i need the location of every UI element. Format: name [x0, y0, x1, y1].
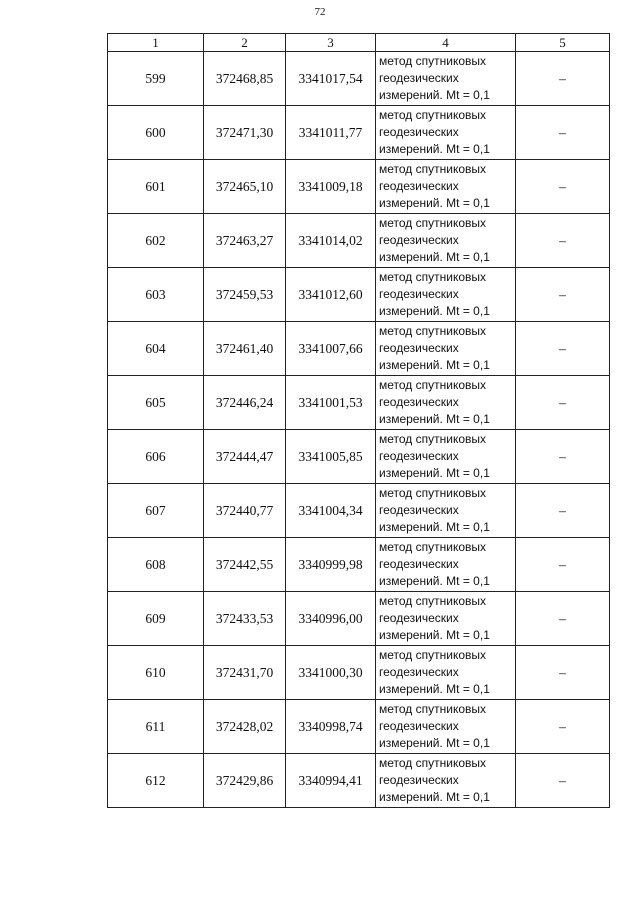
method-cell: метод спутниковых геодезических измерений. Mt = 0,1 — [376, 754, 516, 808]
point-number-cell: 601 — [108, 160, 204, 214]
note-cell: – — [516, 268, 610, 322]
table-row — [108, 430, 610, 484]
x-coordinate-cell: 372471,30 — [204, 106, 286, 160]
table-header-row — [108, 34, 610, 52]
point-number-cell: 605 — [108, 376, 204, 430]
y-coordinate-cell: 3341017,54 — [286, 52, 376, 106]
x-coordinate-cell: 372446,24 — [204, 376, 286, 430]
x-coordinate-cell: 372428,02 — [204, 700, 286, 754]
y-coordinate-cell: 3341011,77 — [286, 106, 376, 160]
point-number-cell: 599 — [108, 52, 204, 106]
method-cell: метод спутниковых геодезических измерений. Mt = 0,1 — [376, 214, 516, 268]
table-row — [108, 106, 610, 160]
table-row — [108, 268, 610, 322]
coordinates-table — [107, 33, 610, 808]
note-cell: – — [516, 52, 610, 106]
note-cell: – — [516, 160, 610, 214]
method-cell: метод спутниковых геодезических измерений. Mt = 0,1 — [376, 52, 516, 106]
column-header: 1 — [108, 34, 204, 52]
y-coordinate-cell: 3341000,30 — [286, 646, 376, 700]
method-cell: метод спутниковых геодезических измерений. Mt = 0,1 — [376, 592, 516, 646]
x-coordinate-cell: 372463,27 — [204, 214, 286, 268]
x-coordinate-cell: 372433,53 — [204, 592, 286, 646]
method-cell: метод спутниковых геодезических измерений. Mt = 0,1 — [376, 646, 516, 700]
y-coordinate-cell: 3340998,74 — [286, 700, 376, 754]
note-cell: – — [516, 700, 610, 754]
y-coordinate-cell: 3341001,53 — [286, 376, 376, 430]
point-number-cell: 609 — [108, 592, 204, 646]
table-row — [108, 484, 610, 538]
method-cell: метод спутниковых геодезических измерений. Mt = 0,1 — [376, 160, 516, 214]
note-cell: – — [516, 754, 610, 808]
x-coordinate-cell: 372459,53 — [204, 268, 286, 322]
y-coordinate-cell: 3341012,60 — [286, 268, 376, 322]
method-cell: метод спутниковых геодезических измерений. Mt = 0,1 — [376, 106, 516, 160]
point-number-cell: 600 — [108, 106, 204, 160]
column-header: 2 — [204, 34, 286, 52]
method-cell: метод спутниковых геодезических измерений. Mt = 0,1 — [376, 538, 516, 592]
x-coordinate-cell: 372440,77 — [204, 484, 286, 538]
table-row — [108, 700, 610, 754]
column-header: 5 — [516, 34, 610, 52]
y-coordinate-cell: 3341004,34 — [286, 484, 376, 538]
method-cell: метод спутниковых геодезических измерений. Mt = 0,1 — [376, 700, 516, 754]
method-cell: метод спутниковых геодезических измерений. Mt = 0,1 — [376, 268, 516, 322]
column-header: 3 — [286, 34, 376, 52]
column-header: 4 — [376, 34, 516, 52]
table-row — [108, 322, 610, 376]
point-number-cell: 606 — [108, 430, 204, 484]
note-cell: – — [516, 538, 610, 592]
y-coordinate-cell: 3341014,02 — [286, 214, 376, 268]
point-number-cell: 611 — [108, 700, 204, 754]
note-cell: – — [516, 214, 610, 268]
x-coordinate-cell: 372442,55 — [204, 538, 286, 592]
note-cell: – — [516, 322, 610, 376]
table-row — [108, 376, 610, 430]
y-coordinate-cell: 3341005,85 — [286, 430, 376, 484]
point-number-cell: 602 — [108, 214, 204, 268]
x-coordinate-cell: 372429,86 — [204, 754, 286, 808]
table-row — [108, 646, 610, 700]
table-row — [108, 214, 610, 268]
method-cell: метод спутниковых геодезических измерений. Mt = 0,1 — [376, 484, 516, 538]
point-number-cell: 610 — [108, 646, 204, 700]
table-row — [108, 160, 610, 214]
x-coordinate-cell: 372431,70 — [204, 646, 286, 700]
point-number-cell: 612 — [108, 754, 204, 808]
note-cell: – — [516, 430, 610, 484]
method-cell: метод спутниковых геодезических измерений. Mt = 0,1 — [376, 322, 516, 376]
table-row — [108, 538, 610, 592]
table-row — [108, 754, 610, 808]
note-cell: – — [516, 106, 610, 160]
note-cell: – — [516, 484, 610, 538]
table-row — [108, 592, 610, 646]
x-coordinate-cell: 372461,40 — [204, 322, 286, 376]
page-number: 72 — [314, 6, 326, 18]
x-coordinate-cell: 372444,47 — [204, 430, 286, 484]
y-coordinate-cell: 3341007,66 — [286, 322, 376, 376]
y-coordinate-cell: 3340996,00 — [286, 592, 376, 646]
note-cell: – — [516, 376, 610, 430]
y-coordinate-cell: 3340994,41 — [286, 754, 376, 808]
x-coordinate-cell: 372468,85 — [204, 52, 286, 106]
point-number-cell: 604 — [108, 322, 204, 376]
point-number-cell: 607 — [108, 484, 204, 538]
point-number-cell: 608 — [108, 538, 204, 592]
table-row — [108, 52, 610, 106]
y-coordinate-cell: 3341009,18 — [286, 160, 376, 214]
method-cell: метод спутниковых геодезических измерений. Mt = 0,1 — [376, 430, 516, 484]
method-cell: метод спутниковых геодезических измерений. Mt = 0,1 — [376, 376, 516, 430]
y-coordinate-cell: 3340999,98 — [286, 538, 376, 592]
note-cell: – — [516, 646, 610, 700]
note-cell: – — [516, 592, 610, 646]
x-coordinate-cell: 372465,10 — [204, 160, 286, 214]
point-number-cell: 603 — [108, 268, 204, 322]
